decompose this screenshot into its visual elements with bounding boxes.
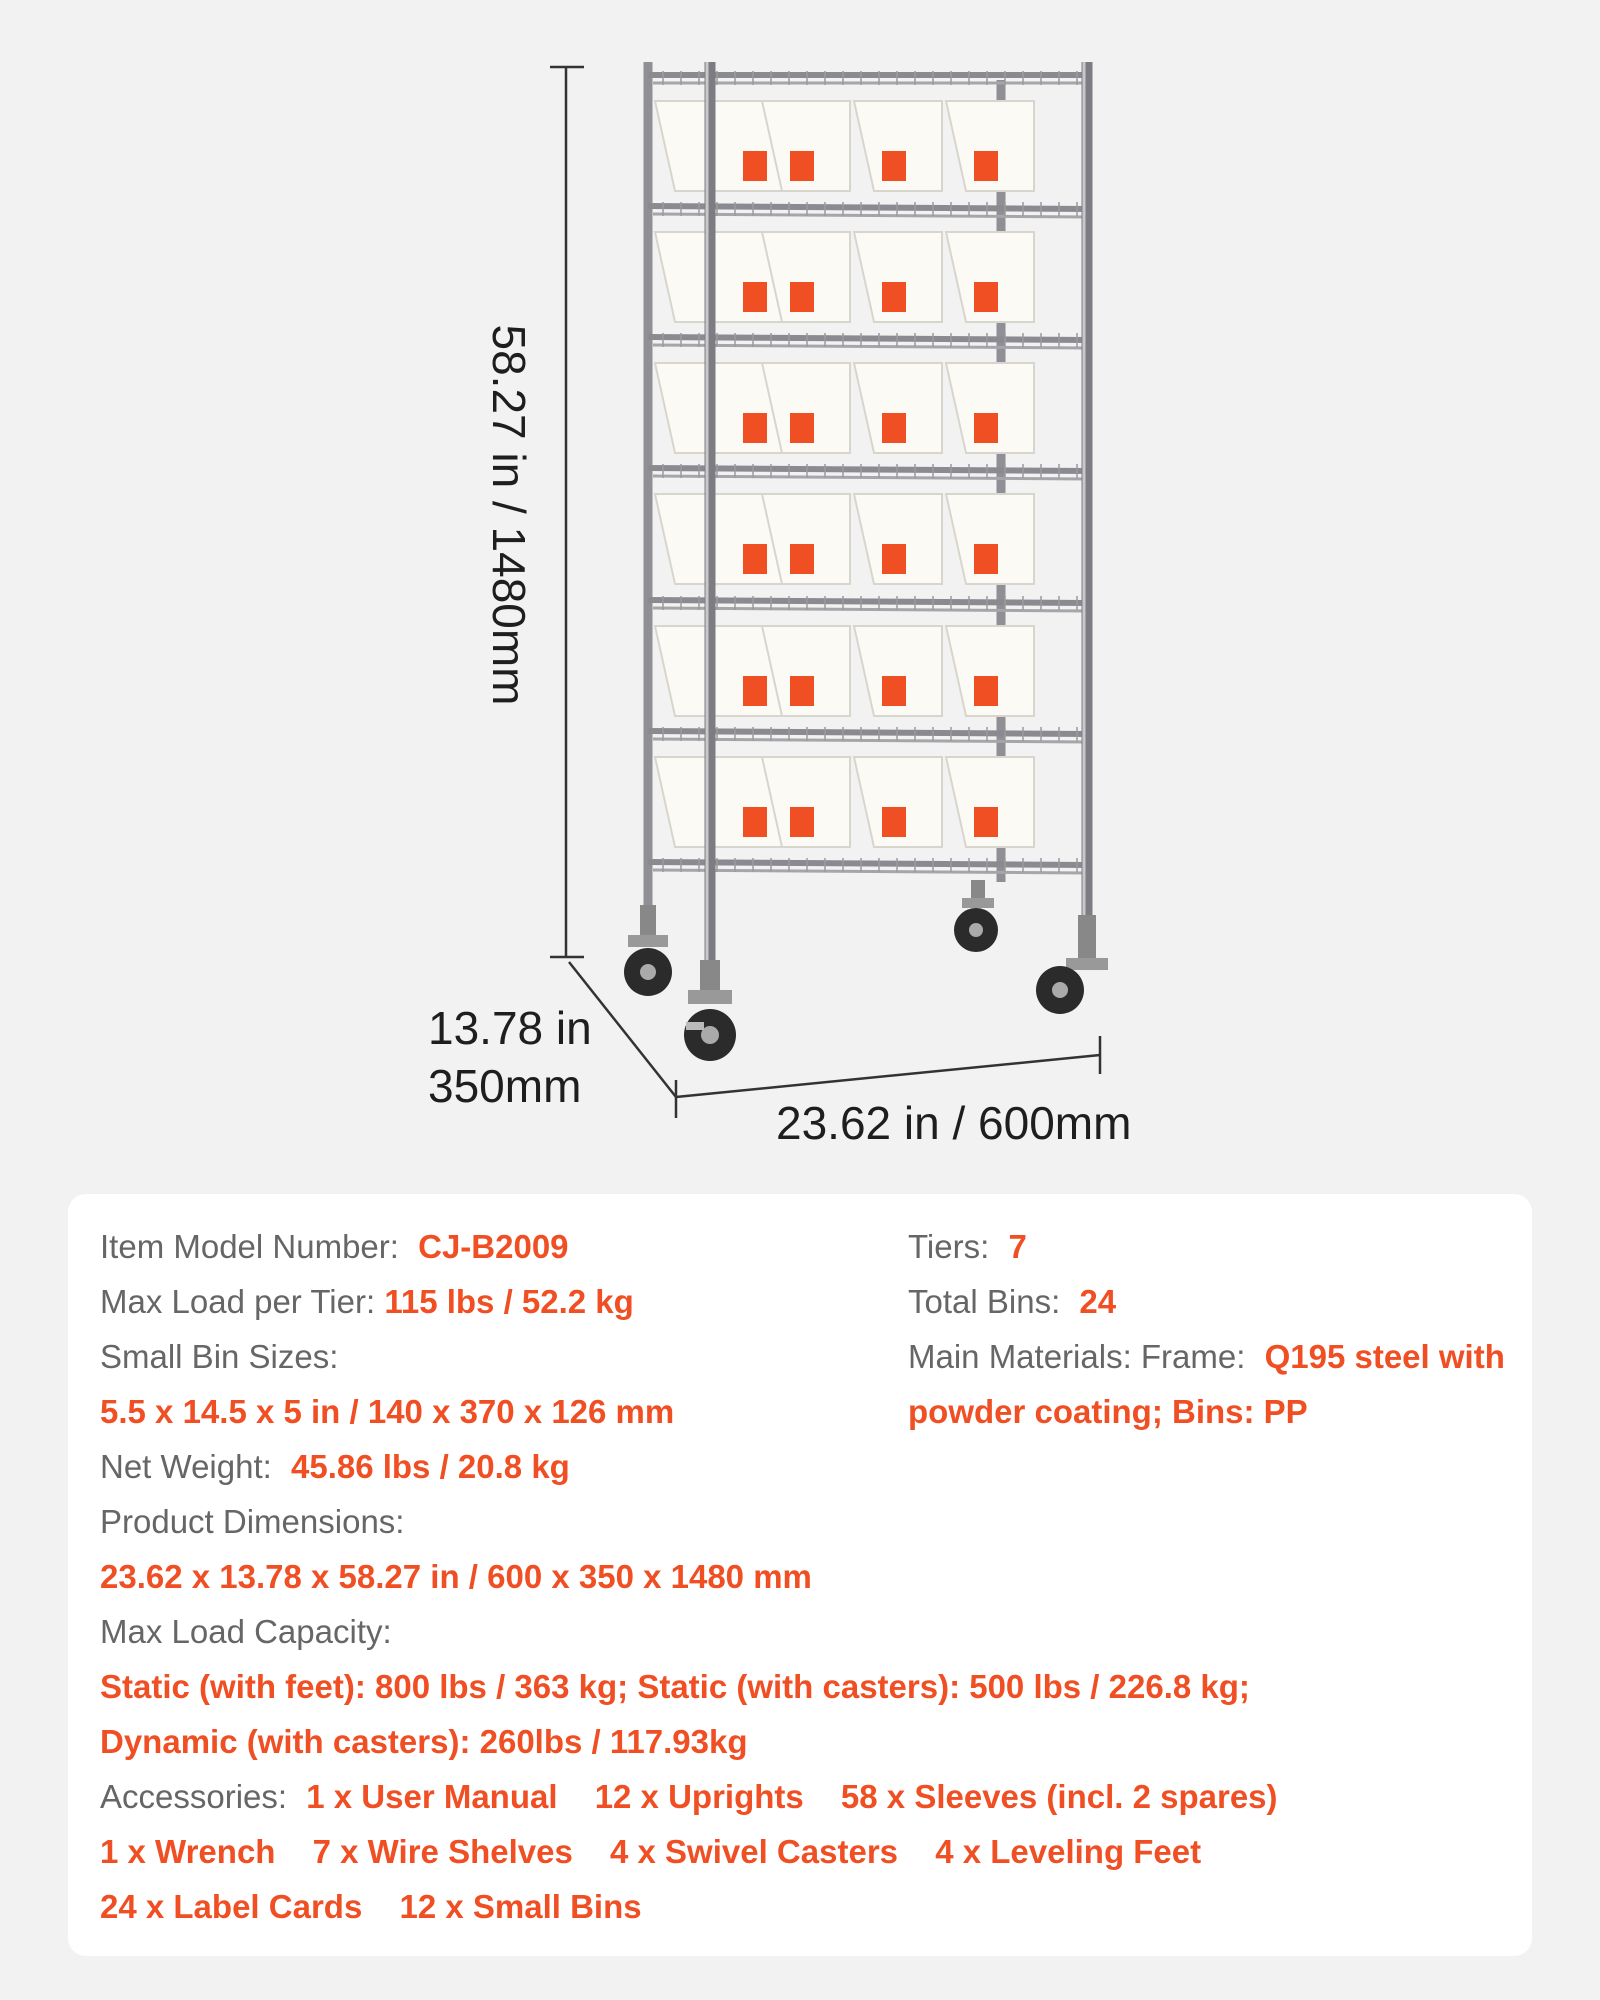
height-dimension-label: 58.27 in / 1480mm <box>482 324 535 706</box>
bin-label-card <box>974 544 998 574</box>
bin-label-card <box>790 544 814 574</box>
tiers-label: Tiers: <box>908 1228 990 1265</box>
accessory-item: 4 x Swivel Casters <box>610 1833 899 1870</box>
caster-front-left <box>684 960 736 1061</box>
accessory-item: 1 x Wrench <box>100 1833 276 1870</box>
accessory-item: 4 x Leveling Feet <box>935 1833 1202 1870</box>
storage-bin <box>946 363 1034 453</box>
product-dimensions-value: 23.62 x 13.78 x 58.27 in / 600 x 350 x 1480 mm <box>100 1558 812 1595</box>
accessory-item: 7 x Wire Shelves <box>312 1833 573 1870</box>
storage-bin <box>854 232 942 322</box>
depth-inches: 13.78 in <box>428 1002 592 1054</box>
storage-bin <box>946 101 1034 191</box>
bin-label-card <box>974 807 998 837</box>
accessories-row-2 <box>100 1832 1201 1872</box>
caster-back-right <box>954 880 998 952</box>
tiers-row <box>908 1227 1027 1267</box>
max-load-capacity-value-row-2 <box>100 1722 747 1762</box>
accessory-item: 12 x Small Bins <box>399 1888 642 1925</box>
accessory-item: 1 x User Manual <box>306 1778 558 1815</box>
bin-label-card <box>974 676 998 706</box>
small-bin-sizes-value-row <box>100 1392 674 1432</box>
bin-label-card <box>790 807 814 837</box>
storage-bin <box>946 232 1034 322</box>
bin-label-card <box>882 544 906 574</box>
storage-bin <box>946 494 1034 584</box>
product-dimensions-label: Product Dimensions: <box>100 1503 405 1540</box>
total-bins-value: 24 <box>1079 1283 1117 1320</box>
bin-label-card <box>790 151 814 181</box>
max-load-capacity-label: Max Load Capacity: <box>100 1613 392 1650</box>
accessories-label: Accessories: <box>100 1778 288 1815</box>
max-load-capacity-value-row-1 <box>100 1667 1250 1707</box>
accessories-row-1 <box>100 1777 1278 1817</box>
materials-row-2 <box>908 1392 1308 1432</box>
model-number-row <box>100 1227 569 1267</box>
storage-bin <box>854 757 942 847</box>
bin-label-card <box>790 413 814 443</box>
accessory-item: 58 x Sleeves (incl. 2 spares) <box>840 1778 1278 1815</box>
storage-bin <box>854 101 942 191</box>
total-bins-label: Total Bins: <box>908 1283 1061 1320</box>
materials-value-2: powder coating; Bins: PP <box>908 1393 1308 1430</box>
tiers-value: 7 <box>1008 1228 1027 1265</box>
bin-label-card <box>743 807 767 837</box>
bin-label-card <box>974 151 998 181</box>
spec-card <box>68 1194 1532 1956</box>
width-dimension-label: 23.62 in / 600mm <box>776 1097 1132 1149</box>
bin-label-card <box>743 544 767 574</box>
model-number-value: CJ-B2009 <box>418 1228 569 1265</box>
storage-bin <box>854 363 942 453</box>
bin-label-card <box>882 282 906 312</box>
total-bins-row <box>908 1282 1116 1322</box>
net-weight-label: Net Weight: <box>100 1448 272 1485</box>
bin-label-card <box>882 151 906 181</box>
bin-label-card <box>790 282 814 312</box>
bin-label-card <box>743 676 767 706</box>
depth-dimension-label <box>428 1000 592 1115</box>
storage-bin <box>854 626 942 716</box>
small-bin-sizes-label: Small Bin Sizes: <box>100 1338 339 1375</box>
materials-value-1: Q195 steel with <box>1264 1338 1505 1375</box>
product-dimensions-label-row <box>100 1502 404 1542</box>
max-load-tier-label: Max Load per Tier: <box>100 1283 376 1320</box>
model-number-label: Item Model Number: <box>100 1228 399 1265</box>
caster-back-left <box>624 905 672 996</box>
small-bin-sizes-value: 5.5 x 14.5 x 5 in / 140 x 370 x 126 mm <box>100 1393 675 1430</box>
bin-label-card <box>790 676 814 706</box>
max-load-tier-value: 115 lbs / 52.2 kg <box>384 1283 634 1320</box>
storage-bin <box>946 757 1034 847</box>
bin-label-card <box>743 282 767 312</box>
accessory-item: 24 x Label Cards <box>100 1888 363 1925</box>
storage-bin <box>946 626 1034 716</box>
depth-millimeters: 350mm <box>428 1059 582 1112</box>
materials-label: Main Materials: Frame: <box>908 1338 1246 1375</box>
max-load-capacity-value-1: Static (with feet): 800 lbs / 363 kg; Static (with casters): 500 lbs / 226.8 kg; <box>100 1668 1250 1705</box>
small-bin-sizes-label-row <box>100 1337 338 1377</box>
bin-label-card <box>743 151 767 181</box>
bin-label-card <box>882 676 906 706</box>
bin-label-card <box>974 413 998 443</box>
bin-label-card <box>882 413 906 443</box>
storage-bin <box>854 494 942 584</box>
accessories-row-3 <box>100 1887 642 1927</box>
height-dimension-line <box>550 67 584 957</box>
bin-label-card <box>974 282 998 312</box>
materials-row-1 <box>908 1337 1505 1377</box>
max-load-capacity-label-row <box>100 1612 392 1652</box>
net-weight-row <box>100 1447 570 1487</box>
bin-label-card <box>882 807 906 837</box>
caster-front-right <box>1036 915 1108 1014</box>
product-dimensions-value-row <box>100 1557 812 1597</box>
accessory-item: 12 x Uprights <box>594 1778 804 1815</box>
max-load-capacity-value-2: Dynamic (with casters): 260lbs / 117.93kg <box>100 1723 748 1760</box>
bin-label-card <box>743 413 767 443</box>
max-load-tier-row <box>100 1282 634 1322</box>
net-weight-value: 45.86 lbs / 20.8 kg <box>290 1448 570 1485</box>
